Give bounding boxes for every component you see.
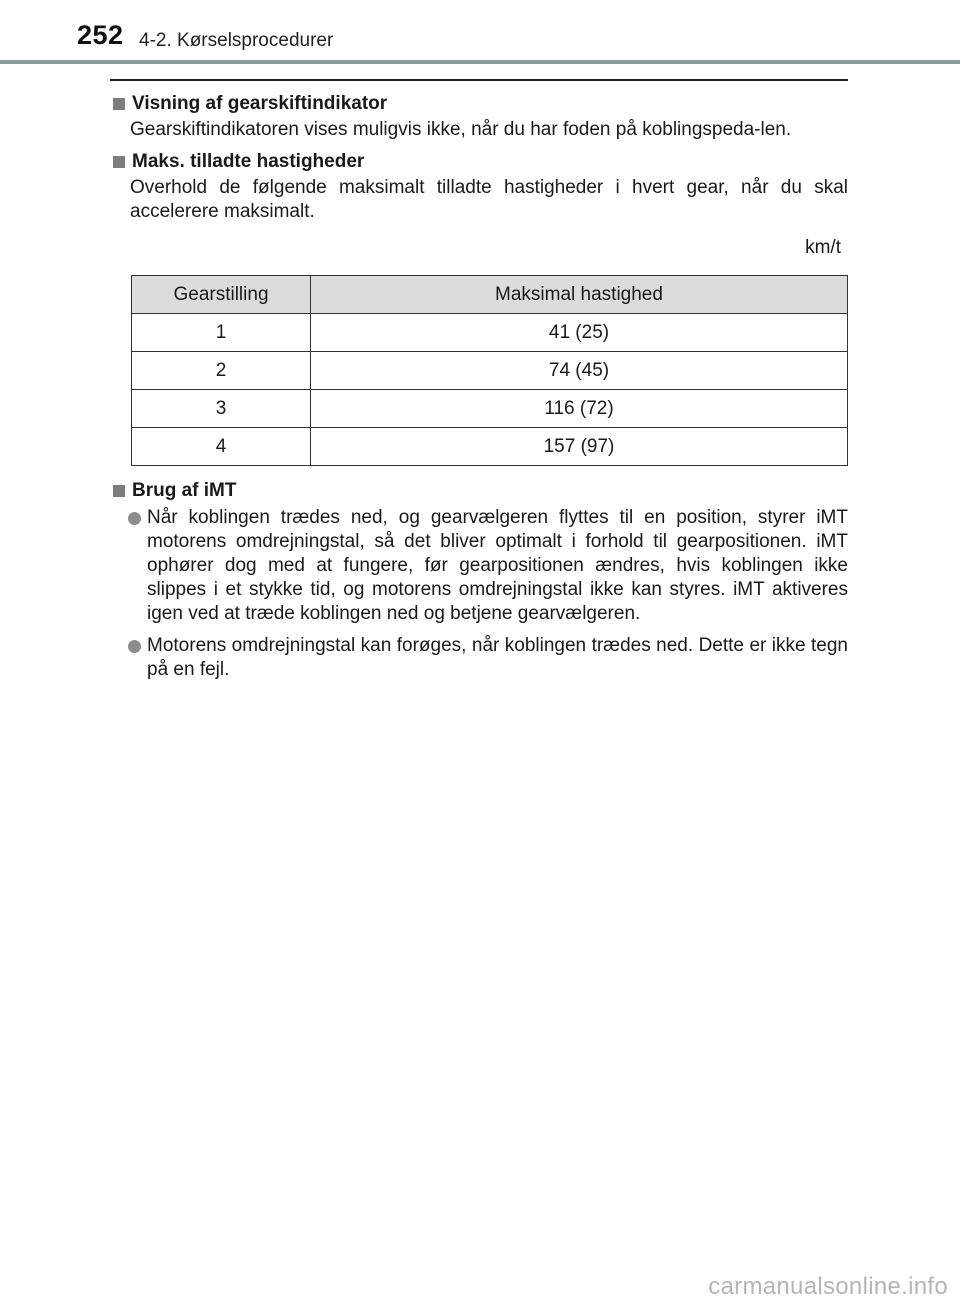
speed-cell: 41 (25) <box>311 314 848 352</box>
table-header-row <box>132 276 848 314</box>
gear-cell: 3 <box>132 390 311 428</box>
speed-cell: 74 (45) <box>311 352 848 390</box>
section-paragraph: Gearskiftindikatoren vises muligvis ikke, når du har foden på koblingspeda-len. <box>130 119 792 140</box>
table-row <box>132 352 848 390</box>
square-bullet-icon <box>113 98 125 110</box>
page-header <box>0 0 960 66</box>
gear-cell: 2 <box>132 352 311 390</box>
list-item-text: Motorens omdrejningstal kan forøges, når koblingen trædes ned. Dette er ikke tegn på en fejl. <box>147 635 848 680</box>
table-unit-label: km/t <box>805 237 841 258</box>
table-row <box>132 428 848 466</box>
speed-cell: 116 (72) <box>311 390 848 428</box>
speed-table <box>131 275 848 466</box>
header-rule <box>0 60 960 64</box>
page-number: 252 <box>77 20 124 50</box>
chapter-title: 4-2. Kørselsprocedurer <box>139 30 334 51</box>
list-item-text: Når koblingen trædes ned, og gearvælgeren flyttes til en position, styrer iMT motorens omdrejningstal, så det bliver optimalt i forhold til gearpositionen. iMT ophører dog med at fungere, før gearpositionen ændres, hvis koblingen ikke slippes i et stykke tid, og motorens omdrejningstal ikke kan styres. iMT aktiveres igen ved at træde koblingen ned og betjene gearvælgeren. <box>147 507 848 624</box>
column-header-gear: Gearstilling <box>132 276 311 314</box>
section-heading-text: Maks. tilladte hastigheder <box>132 151 365 172</box>
table-row <box>132 390 848 428</box>
section-heading <box>110 150 848 174</box>
page-content <box>110 92 848 682</box>
gear-cell: 4 <box>132 428 311 466</box>
section-heading-text: Visning af gearskiftindikator <box>132 93 388 114</box>
content-top-rule <box>110 79 848 81</box>
table-row <box>132 314 848 352</box>
circle-bullet-icon <box>128 512 141 525</box>
section-heading-text: Brug af iMT <box>132 480 237 501</box>
section-heading <box>110 479 848 503</box>
column-header-speed: Maksimal hastighed <box>311 276 848 314</box>
square-bullet-icon <box>113 156 125 168</box>
list-item <box>110 634 848 682</box>
speed-cell: 157 (97) <box>311 428 848 466</box>
gear-cell: 1 <box>132 314 311 352</box>
section-heading <box>110 92 848 116</box>
list-item <box>110 506 848 626</box>
circle-bullet-icon <box>128 640 141 653</box>
section-paragraph: Overhold de følgende maksimalt tilladte hastigheder i hvert gear, når du skal accelerere maksimalt. <box>130 177 848 222</box>
square-bullet-icon <box>113 485 125 497</box>
watermark: carmanualsonline.info <box>708 1273 948 1300</box>
